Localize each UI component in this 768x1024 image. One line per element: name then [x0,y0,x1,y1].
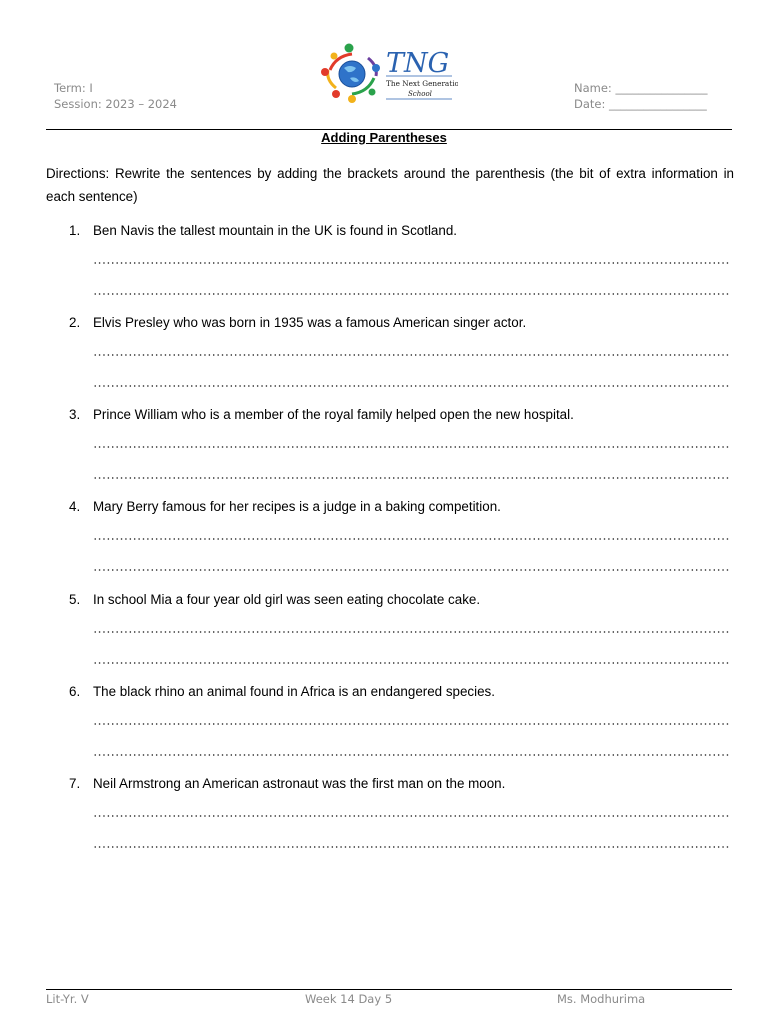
answer-line [93,754,731,756]
question-text: Elvis Presley who was born in 1935 was a famous American singer actor. [93,315,527,330]
question-number: 3. [69,407,81,422]
answer-line [93,354,731,356]
logo-script: School [408,90,432,98]
date-field: Date: _________________ [574,97,707,111]
term-label: Term: I [54,81,93,95]
answer-line [93,846,731,848]
question-text: In school Mia a four year old girl was seen eating chocolate cake. [93,592,481,607]
footer-week: Week 14 Day 5 [305,992,393,1006]
directions-text: Directions: Rewrite the sentences by adding the brackets around the parenthesis (the bit of extra information in each sentence) [46,166,734,204]
question-text: The black rhino an animal found in Africa is an endangered species. [93,684,495,699]
answer-line [93,538,731,540]
question-number: 2. [69,315,81,330]
question-number: 4. [69,499,81,514]
globe-logo-icon [312,42,458,106]
answer-line [93,477,731,479]
answer-line [93,662,731,664]
question-text: Prince William who is a member of the royal family helped open the new hospital. [93,407,574,422]
question-number: 6. [69,684,81,699]
question-text: Neil Armstrong an American astronaut was the first man on the moon. [93,776,506,791]
question-number: 7. [69,776,81,791]
footer-teacher: Ms. Modhurima [557,992,646,1006]
answer-line [93,293,731,295]
footer-class: Lit-Yr. V [46,992,89,1006]
answer-line [93,262,731,264]
answer-line [93,815,731,817]
footer-divider [46,989,732,990]
question-text: Mary Berry famous for her recipes is a judge in a baking competition. [93,499,501,514]
answer-line [93,385,731,387]
school-logo [312,42,458,106]
page-title: Adding Parentheses [321,130,447,145]
question-number: 5. [69,592,81,607]
question-number: 1. [69,223,81,238]
session-label: Session: 2023 – 2024 [54,97,178,111]
name-field: Name: ________________ [574,81,708,95]
header-left [54,80,177,112]
logo-subtitle: The Next Generation [386,79,458,88]
answer-line [93,631,731,633]
question-text: Ben Navis the tallest mountain in the UK is found in Scotland. [93,223,457,238]
header-right [574,80,707,112]
answer-line [93,723,731,725]
answer-line [93,446,731,448]
answer-line [93,569,731,571]
logo-text: TNG [386,48,450,79]
